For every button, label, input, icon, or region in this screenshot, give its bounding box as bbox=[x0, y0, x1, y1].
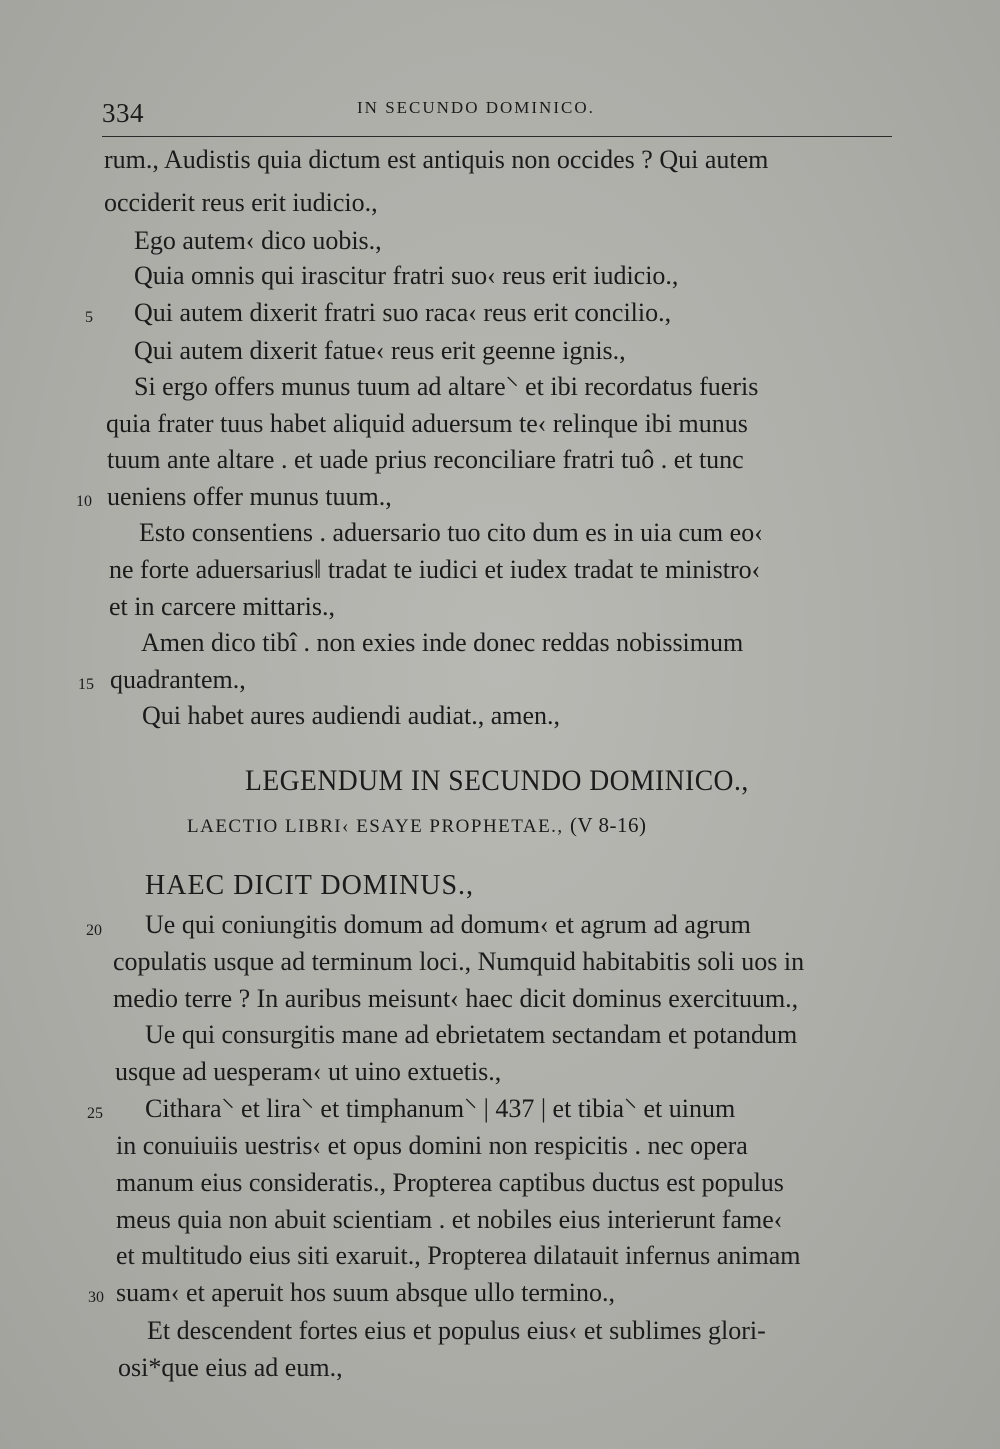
text-line: Ue qui coniungitis domum ad domum‹ et agrum ad agrum bbox=[145, 910, 751, 939]
section-subtitle bbox=[187, 813, 646, 838]
text-line: suam‹ et aperuit hos suum absque ullo termino., bbox=[116, 1278, 615, 1307]
text-line: Qui autem dixerit fatue‹ reus erit geenne ignis., bbox=[134, 336, 626, 365]
lesson-title: LAECTIO LIBRI‹ ESAYE PROPHETAE., bbox=[187, 816, 564, 837]
text-line: Amen dico tibî . non exies inde donec reddas nobissimum bbox=[141, 628, 744, 657]
text-line: Ue qui consurgitis mane ad ebrietatem sectandam et potandum bbox=[145, 1020, 798, 1049]
text-line: medio terre ? In auribus meisunt‹ haec dicit dominus exercituum., bbox=[113, 984, 799, 1013]
verse-reference: (V 8-16) bbox=[569, 813, 647, 837]
opening-line: HAEC DICIT DOMINUS., bbox=[145, 870, 475, 901]
text-line: quia frater tuus habet aliquid aduersum te‹ relinque ibi munus bbox=[106, 409, 748, 438]
text-line: Quia omnis qui irascitur fratri suo‹ reus erit iudicio., bbox=[134, 261, 679, 290]
text-line: Esto consentiens . aduersario tuo cito dum es in uia cum eo‹ bbox=[139, 518, 763, 547]
text-line: ueniens offer munus tuum., bbox=[107, 482, 392, 511]
text-line: et multitudo eius siti exaruit., Propterea dilatauit infernus animam bbox=[116, 1241, 801, 1270]
text-line: in conuiuiis uestris‹ et opus domini non respicitis . nec opera bbox=[116, 1131, 748, 1160]
text-line: copulatis usque ad terminum loci., Numquid habitabitis soli uos in bbox=[113, 947, 805, 976]
text-line: ne forte aduersarius‖ tradat te iudici et iudex tradat te ministro‹ bbox=[109, 555, 761, 584]
text-line: rum., Audistis quia dictum est antiquis non occides ? Qui autem bbox=[104, 145, 769, 174]
text-line: manum eius consideratis., Propterea captibus ductus est populus bbox=[116, 1168, 784, 1197]
text-line: Ego autem‹ dico uobis., bbox=[134, 226, 382, 255]
line-number: 20 bbox=[86, 922, 102, 939]
section-title: LEGENDUM IN SECUNDO DOMINICO., bbox=[245, 764, 749, 797]
page-number: 334 bbox=[102, 98, 144, 128]
page-header bbox=[102, 96, 892, 137]
text-line: Qui autem dixerit fratri suo raca‹ reus erit concilio., bbox=[134, 298, 672, 327]
text-line: Cithara⸌ et lira⸌ et timphanum⸌ | 437 | et tibia⸌ et uinum bbox=[145, 1094, 736, 1123]
text-line: osi*que eius ad eum., bbox=[118, 1353, 343, 1382]
line-number: 25 bbox=[87, 1105, 103, 1122]
text-line: quadrantem., bbox=[110, 665, 246, 694]
text-line: Qui habet aures audiendi audiat., amen., bbox=[142, 701, 561, 730]
text-line: usque ad uesperam‹ ut uino extuetis., bbox=[115, 1057, 502, 1086]
line-number: 10 bbox=[76, 493, 92, 510]
text-line: Et descendent fortes eius et populus eius‹ et sublimes glori- bbox=[147, 1316, 766, 1345]
text-line: occiderit reus erit iudicio., bbox=[104, 188, 378, 217]
running-head: IN SECUNDO DOMINICO. bbox=[357, 98, 595, 117]
line-number: 5 bbox=[85, 309, 93, 326]
line-number: 30 bbox=[88, 1289, 104, 1306]
text-line: tuum ante altare . et uade prius reconciliare fratri tuô . et tunc bbox=[107, 445, 744, 474]
line-number: 15 bbox=[78, 676, 94, 693]
text-line: meus quia non abuit scientiam . et nobiles eius interierunt fame‹ bbox=[116, 1205, 783, 1234]
text-line: et in carcere mittaris., bbox=[109, 592, 335, 621]
text-line: Si ergo offers munus tuum ad altare⸌ et ibi recordatus fueris bbox=[134, 372, 759, 401]
